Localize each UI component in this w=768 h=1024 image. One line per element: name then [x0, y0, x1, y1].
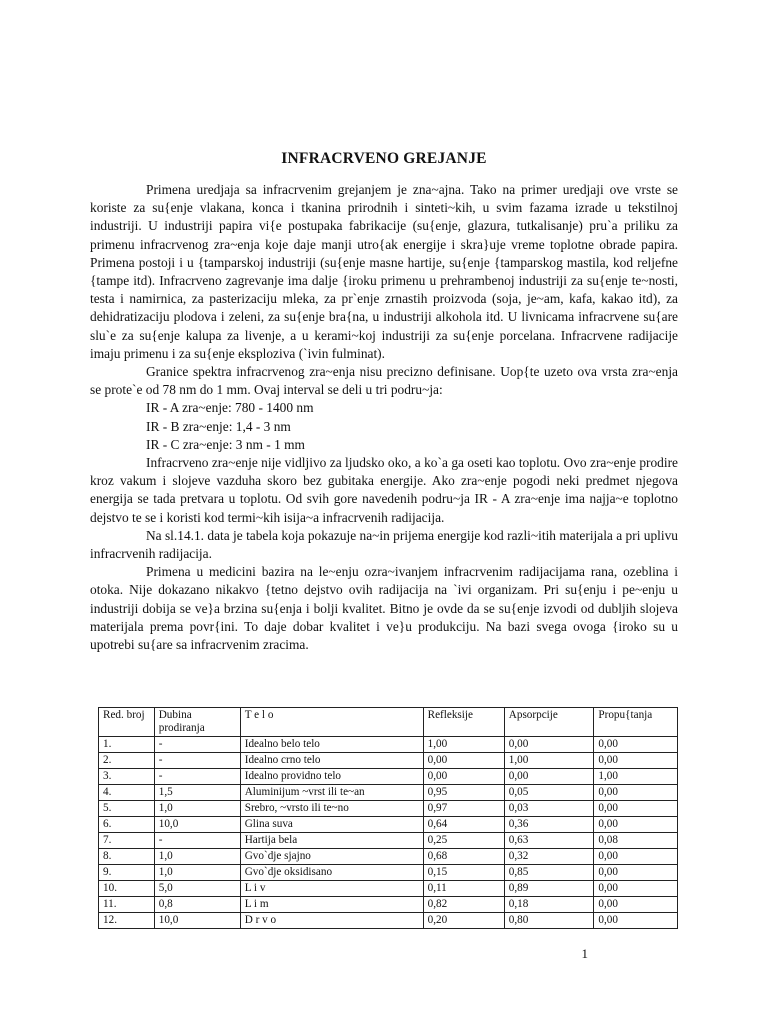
table-row	[99, 737, 678, 753]
table-cell-reflection: 0,15	[423, 865, 504, 881]
table-cell-reflection: 0,82	[423, 897, 504, 913]
table-row	[99, 897, 678, 913]
table-cell-body: D r v o	[240, 913, 423, 929]
table-cell-depth: 1,5	[154, 785, 240, 801]
table-cell-absorption: 0,85	[504, 865, 594, 881]
table-row	[99, 833, 678, 849]
table-cell-body: L i v	[240, 881, 423, 897]
header-red-broj: Red. broj	[99, 708, 155, 737]
table-cell-transmission: 0,00	[594, 801, 678, 817]
table-row	[99, 849, 678, 865]
table-cell-body: L i m	[240, 897, 423, 913]
table-cell-depth: 1,0	[154, 849, 240, 865]
materials-table	[98, 707, 678, 929]
table-cell-row-number: 9.	[99, 865, 155, 881]
table-cell-row-number: 10.	[99, 881, 155, 897]
table-cell-absorption: 0,03	[504, 801, 594, 817]
table-cell-depth: -	[154, 737, 240, 753]
table-cell-reflection: 0,11	[423, 881, 504, 897]
table-cell-row-number: 12.	[99, 913, 155, 929]
header-telo: T e l o	[240, 708, 423, 737]
table-cell-body: Srebro, ~vrsto ili te~no	[240, 801, 423, 817]
table-cell-body: Aluminijum ~vrst ili te~an	[240, 785, 423, 801]
paragraph-applications: Primena uredjaja sa infracrvenim grejanjem je zna~ajna. Tako na primer uredjaji ove vrste se koriste za su{enje vlakana, konca i tkanina prirodnih i sinteti~kih, u svim fazama izrade u tekstilnoj industriji. U industriji papira vi{e postupaka fabrikacije (su{enje, glazura, tutkalisanje) pru`a priliku za primenu infracrvenog zra~enja koje daje manji utro{ak energije i skra}uje vreme toplotne obrade papira. Primena postoji i u {tamparskoj industriji (su{enje masne hartije, su{enje {tamparskog mastila, kod reljefne {tampe itd). Infracrveno zagrevanje ima dalje {iroku primenu u prehrambenoj industriji za su{enje te~nosti, testa i namirnica, za pasterizaciju mleka, za pr`enje zrnastih proizvoda (soja, je~am, kafa, kakao itd), za dehidratizaciju plodova i zeleni, za su{enje bra{na, u industriji alkohola itd. U livnicama infracrvene su{are slu`e za su{enje kalupa za livenje, a u kerami~koj industriji za su{enje porcelana. Infracrvene radijacije imaju primenu i za su{enje eksploziva (`ivin fulminat).	[90, 182, 678, 361]
table-cell-row-number: 2.	[99, 753, 155, 769]
header-apsorpcije: Apsorpcije	[504, 708, 594, 737]
table-cell-depth: 5,0	[154, 881, 240, 897]
table-cell-absorption: 0,89	[504, 881, 594, 897]
table-cell-absorption: 0,63	[504, 833, 594, 849]
table-cell-depth: -	[154, 769, 240, 785]
table-cell-absorption: 0,05	[504, 785, 594, 801]
table-cell-body: Hartija bela	[240, 833, 423, 849]
table-cell-row-number: 1.	[99, 737, 155, 753]
table-cell-reflection: 0,00	[423, 769, 504, 785]
header-propustanja: Propu{tanja	[594, 708, 678, 737]
table-cell-depth: 1,0	[154, 865, 240, 881]
table-cell-body: Idealno crno telo	[240, 753, 423, 769]
table-cell-reflection: 0,68	[423, 849, 504, 865]
table-cell-row-number: 6.	[99, 817, 155, 833]
page-number: 1	[581, 946, 588, 961]
table-cell-absorption: 0,80	[504, 913, 594, 929]
table-cell-depth: -	[154, 833, 240, 849]
table-cell-reflection: 0,95	[423, 785, 504, 801]
document-title: INFRACRVENO GREJANJE	[281, 150, 487, 167]
table-cell-body: Idealno providno telo	[240, 769, 423, 785]
paragraph-spectrum: Granice spektra infracrvenog zra~enja nisu precizno definisane. Uop{te uzeto ova vrsta zra~enja se prote`e od 78 nm do 1 mm. Ovaj interval se deli u tri podru~ja:	[90, 364, 678, 398]
ir-range-b: IR - B zra~enje: 1,4 - 3 nm	[146, 418, 291, 434]
table-cell-transmission: 0,00	[594, 737, 678, 753]
table-cell-row-number: 11.	[99, 897, 155, 913]
table-row	[99, 801, 678, 817]
table-row	[99, 865, 678, 881]
table-cell-absorption: 0,32	[504, 849, 594, 865]
table-cell-reflection: 0,64	[423, 817, 504, 833]
table-cell-body: Gvo`dje oksidisano	[240, 865, 423, 881]
table-cell-depth: 10,0	[154, 817, 240, 833]
document-body	[90, 181, 678, 654]
table-cell-transmission: 0,00	[594, 753, 678, 769]
table-cell-absorption: 0,36	[504, 817, 594, 833]
table-cell-body: Idealno belo telo	[240, 737, 423, 753]
table-row	[99, 817, 678, 833]
header-dubina: Dubina prodiranja	[154, 708, 240, 737]
table-cell-transmission: 1,00	[594, 769, 678, 785]
table-cell-row-number: 3.	[99, 769, 155, 785]
table-cell-depth: 1,0	[154, 801, 240, 817]
header-refleksije: Refleksije	[423, 708, 504, 737]
paragraph-medicine: Primena u medicini bazira na le~enju ozra~ivanjem infracrvenim radijacijama rana, ozeblina i otoka. Nije dokazano nikakvo {tetno dejstvo ovih radijacija na `ivi organizam. Pri su{enju i pe~enju u industriji dobija se ve}a brzina su{enja i bolji kvalitet. Bitno je ovde da se su{enje izvodi od dubljih slojeva materijala prema povr{ini. To daje dobar kvalitet i ve}u produkciju. Na bazi svega ovoga {iroko su u upotrebi su{are sa infracrvenim zracima.	[90, 564, 678, 653]
table-cell-depth: 0,8	[154, 897, 240, 913]
table-row	[99, 753, 678, 769]
table-cell-row-number: 7.	[99, 833, 155, 849]
table-cell-transmission: 0,00	[594, 817, 678, 833]
table-cell-reflection: 1,00	[423, 737, 504, 753]
table-cell-transmission: 0,00	[594, 913, 678, 929]
table-cell-reflection: 0,00	[423, 753, 504, 769]
table-cell-absorption: 0,18	[504, 897, 594, 913]
ir-range-a: IR - A zra~enje: 780 - 1400 nm	[146, 400, 314, 416]
table-cell-transmission: 0,08	[594, 833, 678, 849]
table-cell-absorption: 1,00	[504, 753, 594, 769]
table-cell-absorption: 0,00	[504, 769, 594, 785]
table-cell-depth: 10,0	[154, 913, 240, 929]
table-row	[99, 881, 678, 897]
paragraph-properties: Infracrveno zra~enje nije vidljivo za ljudsko oko, a ko`a ga oseti kao toplotu. Ovo zra~enje prodire kroz vakum i slojeve vazduha skoro bez gubitaka energije. Ako zra~enje pogodi neki predmet njegova energija se tada pretvara u toplotu. Od svih gore navedenih podru~ja IR - A zra~enje ima najja~e toplotno dejstvo te se i koristi kod termi~kih isija~a infracrvenih radijacija.	[90, 455, 678, 525]
table-cell-row-number: 4.	[99, 785, 155, 801]
table-row	[99, 913, 678, 929]
table-cell-absorption: 0,00	[504, 737, 594, 753]
ir-range-c: IR - C zra~enje: 3 nm - 1 mm	[146, 436, 305, 452]
table-cell-depth: -	[154, 753, 240, 769]
table-row	[99, 769, 678, 785]
table-cell-body: Glina suva	[240, 817, 423, 833]
table-cell-reflection: 0,25	[423, 833, 504, 849]
table-cell-transmission: 0,00	[594, 881, 678, 897]
table-cell-reflection: 0,97	[423, 801, 504, 817]
table-row	[99, 785, 678, 801]
table-cell-row-number: 5.	[99, 801, 155, 817]
table-cell-transmission: 0,00	[594, 897, 678, 913]
table-cell-transmission: 0,00	[594, 849, 678, 865]
table-cell-reflection: 0,20	[423, 913, 504, 929]
paragraph-table-reference: Na sl.14.1. data je tabela koja pokazuje na~in prijema energije kod razli~itih materijala a pri uplivu infracrvenih radijacija.	[90, 527, 678, 562]
table-header-row	[99, 708, 678, 737]
table-cell-transmission: 0,00	[594, 865, 678, 881]
table-cell-transmission: 0,00	[594, 785, 678, 801]
table-body	[99, 737, 678, 929]
table-cell-row-number: 8.	[99, 849, 155, 865]
table-cell-body: Gvo`dje sjajno	[240, 849, 423, 865]
